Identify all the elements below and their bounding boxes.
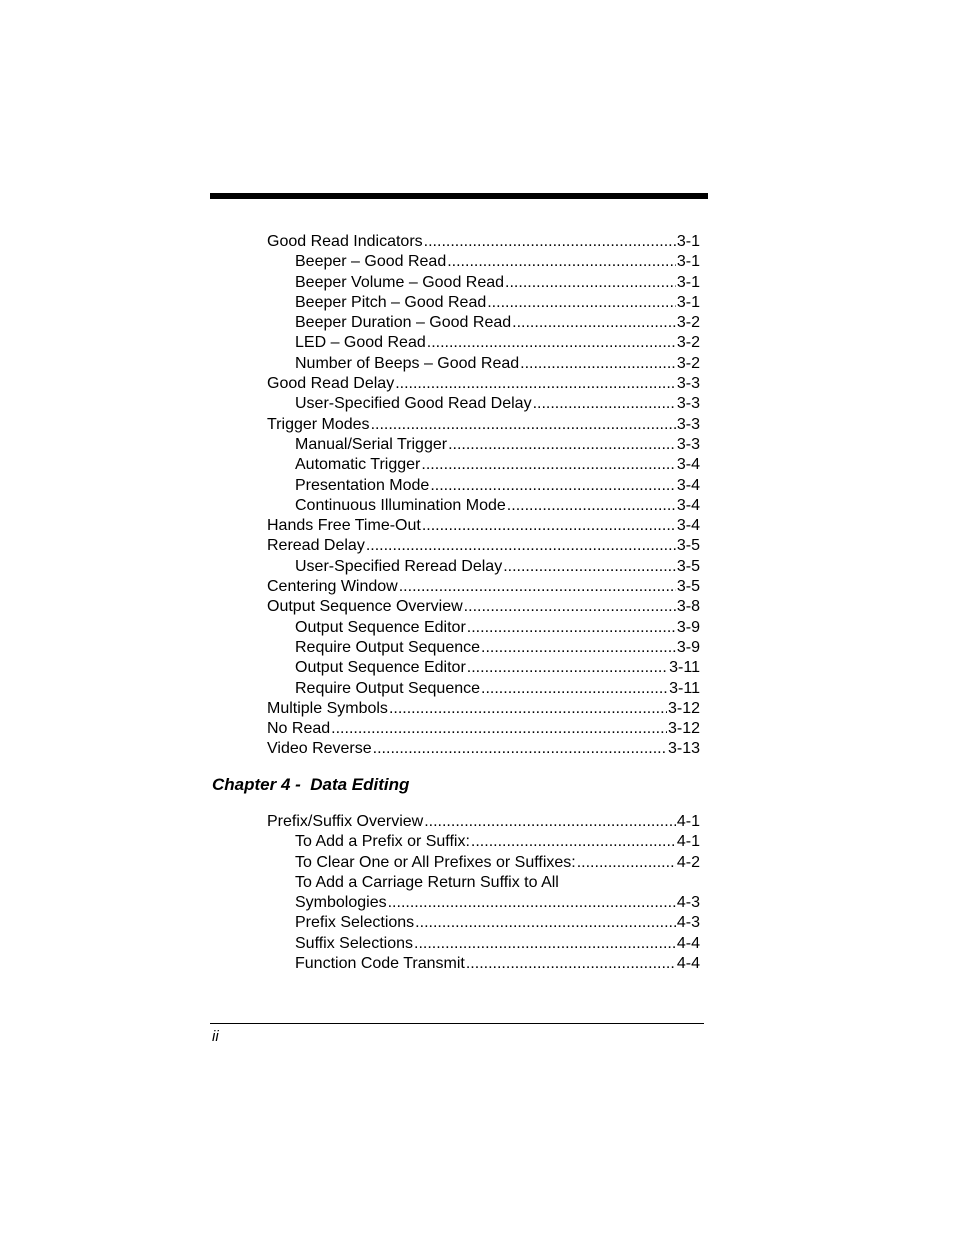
toc-section-chapter-3 — [267, 232, 700, 760]
toc-entry-page: 4-3 — [676, 894, 700, 912]
toc-entry-page: 3-2 — [676, 314, 700, 332]
toc-entry[interactable] — [267, 394, 700, 414]
dot-leader — [481, 679, 668, 699]
toc-entry-title: Hands Free Time-Out — [267, 517, 421, 535]
toc-entry-title: Output Sequence Overview — [267, 598, 463, 616]
toc-entry-page: 3-1 — [676, 273, 700, 291]
toc-entry-title: Beeper Pitch – Good Read — [295, 293, 487, 311]
toc-entry-page: 3-11 — [669, 679, 700, 697]
toc-entry-page: 4-2 — [676, 853, 700, 871]
toc-entry-page: 4-1 — [676, 813, 700, 830]
toc-entry-page: 3-9 — [676, 638, 700, 656]
dot-leader — [577, 853, 676, 873]
toc-entry-title: User-Specified Reread Delay — [295, 557, 503, 575]
toc-entry-title: Require Output Sequence — [295, 638, 481, 656]
toc-entry-title: Function Code Transmit — [295, 955, 465, 973]
toc-entry-title: Manual/Serial Trigger — [295, 435, 448, 453]
toc-entry-title: LED – Good Read — [295, 334, 426, 352]
toc-entry-page: 3-4 — [676, 496, 700, 514]
toc-entry[interactable] — [267, 577, 700, 597]
toc-entry[interactable] — [267, 658, 700, 678]
toc-entry-title: Require Output Sequence — [295, 679, 481, 697]
toc-entry[interactable] — [267, 699, 700, 719]
dot-leader — [399, 577, 676, 597]
dot-leader — [388, 893, 676, 913]
toc-section-chapter-4 — [267, 812, 700, 974]
toc-entry-title: No Read — [267, 720, 331, 738]
dot-leader — [422, 516, 676, 536]
dot-leader — [421, 455, 675, 475]
toc-entry[interactable] — [267, 618, 700, 638]
toc-entry[interactable] — [267, 913, 700, 933]
top-rule — [210, 193, 708, 199]
toc-entry-title: Beeper Volume – Good Read — [295, 273, 505, 291]
toc-entry-page: 3-2 — [676, 354, 700, 372]
dot-leader — [424, 232, 676, 252]
toc-entry-page: 3-3 — [676, 395, 700, 413]
dot-leader — [395, 374, 676, 394]
toc-entry-page: 3-12 — [667, 699, 700, 717]
toc-entry-title: Beeper Duration – Good Read — [295, 314, 512, 332]
toc-entry[interactable] — [267, 273, 700, 293]
dot-leader — [427, 333, 676, 353]
toc-entry-page: 3-2 — [676, 334, 700, 352]
toc-entry[interactable] — [267, 536, 700, 556]
dot-leader — [467, 618, 676, 638]
toc-entry-page: 3-3 — [676, 375, 700, 393]
toc-entry-title: Trigger Modes — [267, 415, 370, 433]
dot-leader — [466, 954, 676, 974]
dot-leader — [371, 415, 676, 435]
toc-entry-page: 3-9 — [676, 618, 700, 636]
toc-entry[interactable] — [267, 679, 700, 699]
dot-leader — [481, 638, 676, 658]
dot-leader — [512, 313, 676, 333]
toc-entry-page: 3-12 — [667, 720, 700, 738]
toc-entry-title: Reread Delay — [267, 537, 365, 555]
toc-entry-title: To Clear One or All Prefixes or Suffixes: — [295, 853, 576, 871]
toc-entry[interactable] — [267, 354, 700, 374]
dot-leader — [471, 832, 676, 852]
toc-entry-page: 4-4 — [676, 955, 700, 973]
toc-entry-title: Automatic Trigger — [295, 456, 421, 474]
toc-entry-title: Presentation Mode — [295, 476, 430, 494]
toc-entry[interactable] — [267, 832, 700, 852]
toc-entry[interactable] — [267, 374, 700, 394]
dot-leader — [389, 699, 667, 719]
dot-leader — [424, 812, 676, 832]
toc-entry-title: Multiple Symbols — [267, 699, 388, 717]
toc-entry-page: 3-3 — [676, 435, 700, 453]
toc-entry[interactable] — [267, 873, 700, 893]
page-folio: ii — [212, 1028, 219, 1045]
toc-entry[interactable] — [267, 252, 700, 272]
toc-entry-page: 3-8 — [676, 598, 700, 616]
toc-entry-title: Prefix Selections — [295, 914, 415, 932]
toc-entry-title: Good Read Indicators — [267, 233, 423, 250]
toc-entry-page: 3-1 — [676, 233, 700, 250]
dot-leader — [373, 739, 667, 759]
toc-entry-title: Continuous Illumination Mode — [295, 496, 506, 514]
toc-entry-page: 3-4 — [676, 456, 700, 474]
toc-entry-page: 3-1 — [676, 253, 700, 271]
toc-entry-page: 3-4 — [676, 517, 700, 535]
toc-entry-page: 3-3 — [676, 415, 700, 433]
toc-entry-title: To Add a Prefix or Suffix: — [295, 833, 470, 851]
toc-entry-title: Prefix/Suffix Overview — [267, 813, 424, 830]
chapter-heading: Chapter 4 - Data Editing — [212, 775, 410, 794]
toc-entry[interactable] — [267, 812, 700, 832]
toc-entry-title: Output Sequence Editor — [295, 659, 466, 677]
toc-entry[interactable] — [267, 232, 700, 252]
dot-leader — [414, 934, 676, 954]
dot-leader — [430, 476, 676, 496]
dot-leader — [487, 293, 676, 313]
toc-entry[interactable] — [267, 313, 700, 333]
bottom-rule — [210, 1023, 704, 1024]
toc-entry[interactable] — [267, 333, 700, 353]
dot-leader — [507, 496, 676, 516]
toc-entry-title: Centering Window — [267, 578, 398, 596]
toc-entry[interactable] — [267, 893, 700, 913]
toc-entry[interactable] — [267, 954, 700, 974]
toc-entry-page: 3-11 — [669, 659, 700, 677]
dot-leader — [503, 557, 676, 577]
toc-entry-title: Number of Beeps – Good Read — [295, 354, 520, 372]
toc-entry-page: 3-5 — [676, 557, 700, 575]
toc-entry[interactable] — [267, 496, 700, 516]
dot-leader — [505, 273, 676, 293]
toc-entry[interactable] — [267, 455, 700, 475]
dot-leader — [415, 913, 676, 933]
dot-leader — [448, 435, 676, 455]
toc-entry-page: 3-5 — [676, 537, 700, 555]
dot-leader — [520, 354, 676, 374]
dot-leader — [366, 536, 676, 556]
toc-entry-title: Video Reverse — [267, 740, 372, 758]
toc-entry-title: Beeper – Good Read — [295, 253, 447, 271]
toc-entry-title: To Add a Carriage Return Suffix to All — [295, 873, 559, 891]
toc-entry[interactable] — [267, 719, 700, 739]
dot-leader — [464, 597, 676, 617]
toc-entry-title: Output Sequence Editor — [295, 618, 466, 636]
toc-entry[interactable] — [267, 638, 700, 658]
toc-entry-title: User-Specified Good Read Delay — [295, 395, 532, 413]
toc-entry[interactable] — [267, 516, 700, 536]
dot-leader — [533, 394, 676, 414]
toc-entry-page: 4-3 — [676, 914, 700, 932]
toc-entry-page: 3-5 — [676, 578, 700, 596]
toc-entry-title: Symbologies — [295, 894, 387, 912]
toc-entry-page: 3-13 — [667, 740, 700, 758]
toc-entry[interactable] — [267, 597, 700, 617]
toc-entry[interactable] — [267, 476, 700, 496]
dot-leader — [467, 658, 668, 678]
toc-entry-title: Good Read Delay — [267, 375, 395, 393]
toc-entry-page: 4-4 — [676, 934, 700, 952]
toc-entry[interactable] — [267, 435, 700, 455]
toc-entry[interactable] — [267, 739, 700, 759]
toc-entry-title: Suffix Selections — [295, 934, 413, 952]
toc-entry-page: 3-1 — [676, 293, 700, 311]
toc-entry[interactable] — [267, 934, 700, 954]
dot-leader — [331, 719, 667, 739]
toc-entry[interactable] — [267, 293, 700, 313]
toc-entry[interactable] — [267, 557, 700, 577]
toc-entry-page: 4-1 — [676, 833, 700, 851]
toc-entry[interactable] — [267, 415, 700, 435]
toc-entry-page: 3-4 — [676, 476, 700, 494]
toc-entry[interactable] — [267, 853, 700, 873]
dot-leader — [447, 252, 676, 272]
